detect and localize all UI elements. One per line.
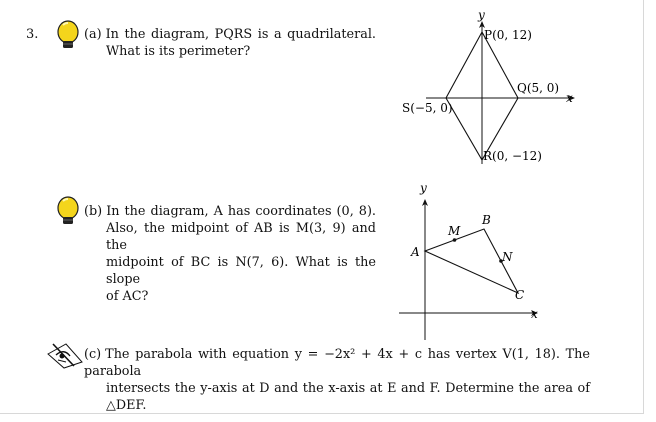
part-c-line-2: intersects the y-axis at D and the x-axis at E and F. Determine the area of (106, 381, 590, 396)
point-m-label: M (448, 224, 461, 238)
part-b-line-3: midpoint of BC is N(7, 6). What is the slope (106, 255, 376, 287)
part-a-line-2: What is its perimeter? (106, 44, 251, 59)
midpoint-m (453, 238, 457, 242)
part-c-text (84, 346, 590, 414)
lightbulb-icon (56, 196, 80, 228)
x-axis-label-b: x (531, 307, 538, 321)
lightbulb-icon (56, 20, 80, 52)
question-number: 3. (26, 27, 39, 42)
point-b-label: B (482, 213, 491, 227)
point-r-label: R(0, −12) (483, 149, 542, 163)
part-a-text (84, 26, 376, 60)
y-axis-label-b: y (420, 181, 427, 195)
point-c-label: C (515, 288, 525, 302)
part-b-text (84, 203, 376, 305)
part-c-line-1: The parabola with equation y = −2x² + 4x + c has vertex V(1, 18). The parabola (84, 347, 590, 379)
part-c-label: (c) (84, 347, 102, 362)
x-axis-label-a: x (566, 91, 573, 105)
part-b-line-4: of AC? (106, 289, 149, 304)
triangle-diagram (365, 180, 555, 342)
part-a-label: (a) (84, 27, 102, 42)
compass-drawing-icon (44, 340, 84, 370)
part-b-label: (b) (84, 204, 103, 219)
y-axis-label-a: y (478, 8, 485, 22)
part-b-line-2: Also, the midpoint of AB is M(3, 9) and the (106, 221, 376, 253)
part-a-line-1: In the diagram, PQRS is a quadrilateral. (105, 27, 376, 42)
point-s-label: S(−5, 0) (402, 101, 453, 115)
point-n-label: N (502, 250, 513, 264)
point-a-label: A (411, 245, 420, 259)
part-b-line-1: In the diagram, A has coordinates (0, 8). (106, 204, 376, 219)
point-q-label: Q(5, 0) (517, 81, 560, 95)
part-c-line-3: △DEF. (106, 398, 147, 413)
quadrilateral-diagram (396, 4, 586, 172)
point-p-label: P(0, 12) (484, 28, 532, 42)
